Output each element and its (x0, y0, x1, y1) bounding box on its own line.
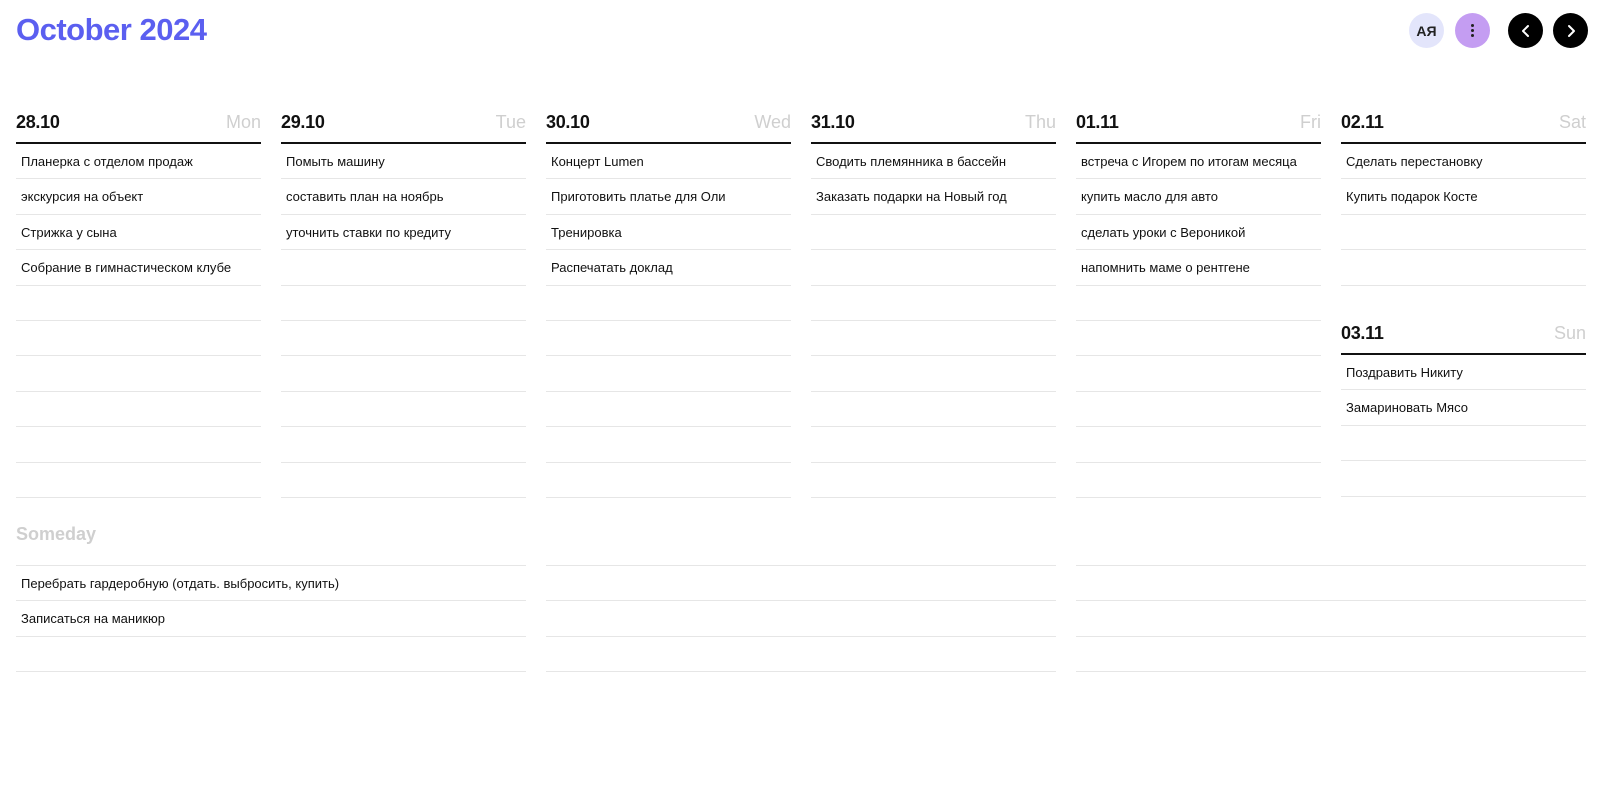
day-column-fri (1076, 102, 1321, 498)
task-item[interactable] (16, 463, 261, 498)
day-column-tue (281, 102, 526, 498)
task-item[interactable] (281, 356, 526, 391)
task-item[interactable] (1341, 215, 1586, 250)
header (16, 10, 1586, 50)
day-header (1341, 102, 1586, 144)
task-item[interactable] (811, 215, 1056, 250)
day-name: Wed (754, 112, 791, 132)
day-name: Fri (1300, 112, 1321, 132)
someday-title: Someday (16, 524, 97, 544)
someday-item[interactable] (546, 566, 1056, 601)
task-item[interactable] (811, 321, 1056, 356)
task-item[interactable]: Тренировка (546, 215, 791, 250)
task-item[interactable]: Планерка с отделом продаж (16, 144, 261, 179)
task-item[interactable] (281, 463, 526, 498)
next-week-button[interactable] (1553, 13, 1588, 48)
day-header (16, 102, 261, 144)
chevron-left-icon (1519, 24, 1533, 38)
someday-item[interactable] (546, 601, 1056, 636)
task-item[interactable] (16, 392, 261, 427)
task-item[interactable] (546, 427, 791, 462)
task-item[interactable] (1076, 392, 1321, 427)
task-item[interactable]: Распечатать доклад (546, 250, 791, 285)
task-item[interactable] (281, 392, 526, 427)
task-item[interactable] (281, 321, 526, 356)
day-name: Mon (225, 112, 261, 132)
task-item[interactable]: Собрание в гимнастическом клубе (16, 250, 261, 285)
task-item[interactable]: сделать уроки с Вероникой (1076, 215, 1321, 250)
day-column-mon (16, 102, 261, 498)
day-date: 28.10 (16, 112, 60, 132)
task-item[interactable] (16, 356, 261, 391)
task-item[interactable] (16, 321, 261, 356)
day-name: Sat (1558, 112, 1586, 132)
day-column-sun (1341, 313, 1586, 497)
day-header (1341, 313, 1586, 355)
task-item[interactable]: купить масло для авто (1076, 179, 1321, 214)
task-item[interactable]: Заказать подарки на Новый год (811, 179, 1056, 214)
task-item[interactable] (811, 250, 1056, 285)
day-name: Thu (1024, 112, 1056, 132)
day-name: Tue (495, 112, 526, 132)
task-item[interactable] (281, 286, 526, 321)
task-item[interactable]: Замариновать Мясо (1341, 390, 1586, 425)
task-item[interactable]: напомнить маме о рентгене (1076, 250, 1321, 285)
task-item[interactable] (546, 356, 791, 391)
task-item[interactable]: Поздравить Никиту (1341, 355, 1586, 390)
day-date: 02.11 (1341, 112, 1384, 132)
task-item[interactable] (1076, 321, 1321, 356)
task-item[interactable] (1076, 463, 1321, 498)
task-item[interactable] (1076, 427, 1321, 462)
task-item[interactable]: Приготовить платье для Оли (546, 179, 791, 214)
task-item[interactable] (811, 392, 1056, 427)
day-header (281, 102, 526, 144)
day-column-wed (546, 102, 791, 498)
someday-item[interactable] (1076, 566, 1586, 601)
day-header (1076, 102, 1321, 144)
someday-item[interactable] (1076, 601, 1586, 636)
task-item[interactable] (546, 321, 791, 356)
someday-item[interactable] (16, 637, 526, 672)
day-date: 03.11 (1341, 323, 1384, 343)
task-item[interactable] (546, 286, 791, 321)
someday-column-2 (546, 565, 1056, 672)
task-item[interactable] (1341, 461, 1586, 496)
task-item[interactable]: Сводить племянника в бассейн (811, 144, 1056, 179)
avatar-button[interactable]: АЯ (1409, 13, 1444, 48)
day-date: 31.10 (811, 112, 855, 132)
task-item[interactable] (16, 427, 261, 462)
menu-button[interactable] (1455, 13, 1490, 48)
task-item[interactable]: Помыть машину (281, 144, 526, 179)
task-item[interactable]: Сделать перестановку (1341, 144, 1586, 179)
page-title: October 2024 (16, 12, 207, 47)
task-item[interactable] (16, 286, 261, 321)
day-header (546, 102, 791, 144)
day-date: 01.11 (1076, 112, 1119, 132)
task-item[interactable] (811, 427, 1056, 462)
prev-week-button[interactable] (1508, 13, 1543, 48)
someday-column-3 (1076, 565, 1586, 672)
task-item[interactable]: встреча с Игорем по итогам месяца (1076, 144, 1321, 179)
task-item[interactable] (546, 463, 791, 498)
someday-item[interactable] (1076, 637, 1586, 672)
task-item[interactable] (1341, 250, 1586, 285)
day-date: 29.10 (281, 112, 325, 132)
task-item[interactable] (1076, 286, 1321, 321)
task-item[interactable] (811, 356, 1056, 391)
someday-column-1 (16, 565, 526, 672)
someday-item[interactable]: Записаться на маникюр (16, 601, 526, 636)
task-item[interactable] (1076, 356, 1321, 391)
task-item[interactable]: составить план на ноябрь (281, 179, 526, 214)
task-item[interactable] (546, 392, 791, 427)
task-item[interactable] (811, 463, 1056, 498)
chevron-right-icon (1564, 24, 1578, 38)
task-item[interactable]: уточнить ставки по кредиту (281, 215, 526, 250)
task-item[interactable] (281, 250, 526, 285)
task-item[interactable] (811, 286, 1056, 321)
task-item[interactable]: экскурсия на объект (16, 179, 261, 214)
day-date: 30.10 (546, 112, 590, 132)
task-item[interactable]: Концерт Lumen (546, 144, 791, 179)
day-name: Sun (1553, 323, 1586, 343)
day-header (811, 102, 1056, 144)
task-item[interactable] (281, 427, 526, 462)
more-vertical-icon (1471, 24, 1474, 37)
day-column-thu (811, 102, 1056, 498)
someday-item[interactable] (546, 637, 1056, 672)
task-item[interactable]: Купить подарок Косте (1341, 179, 1586, 214)
task-item[interactable] (1341, 426, 1586, 461)
day-column-sat (1341, 102, 1586, 286)
someday-item[interactable]: Перебрать гардеробную (отдать. выбросить, купить) (16, 566, 526, 601)
task-item[interactable]: Стрижка у сына (16, 215, 261, 250)
